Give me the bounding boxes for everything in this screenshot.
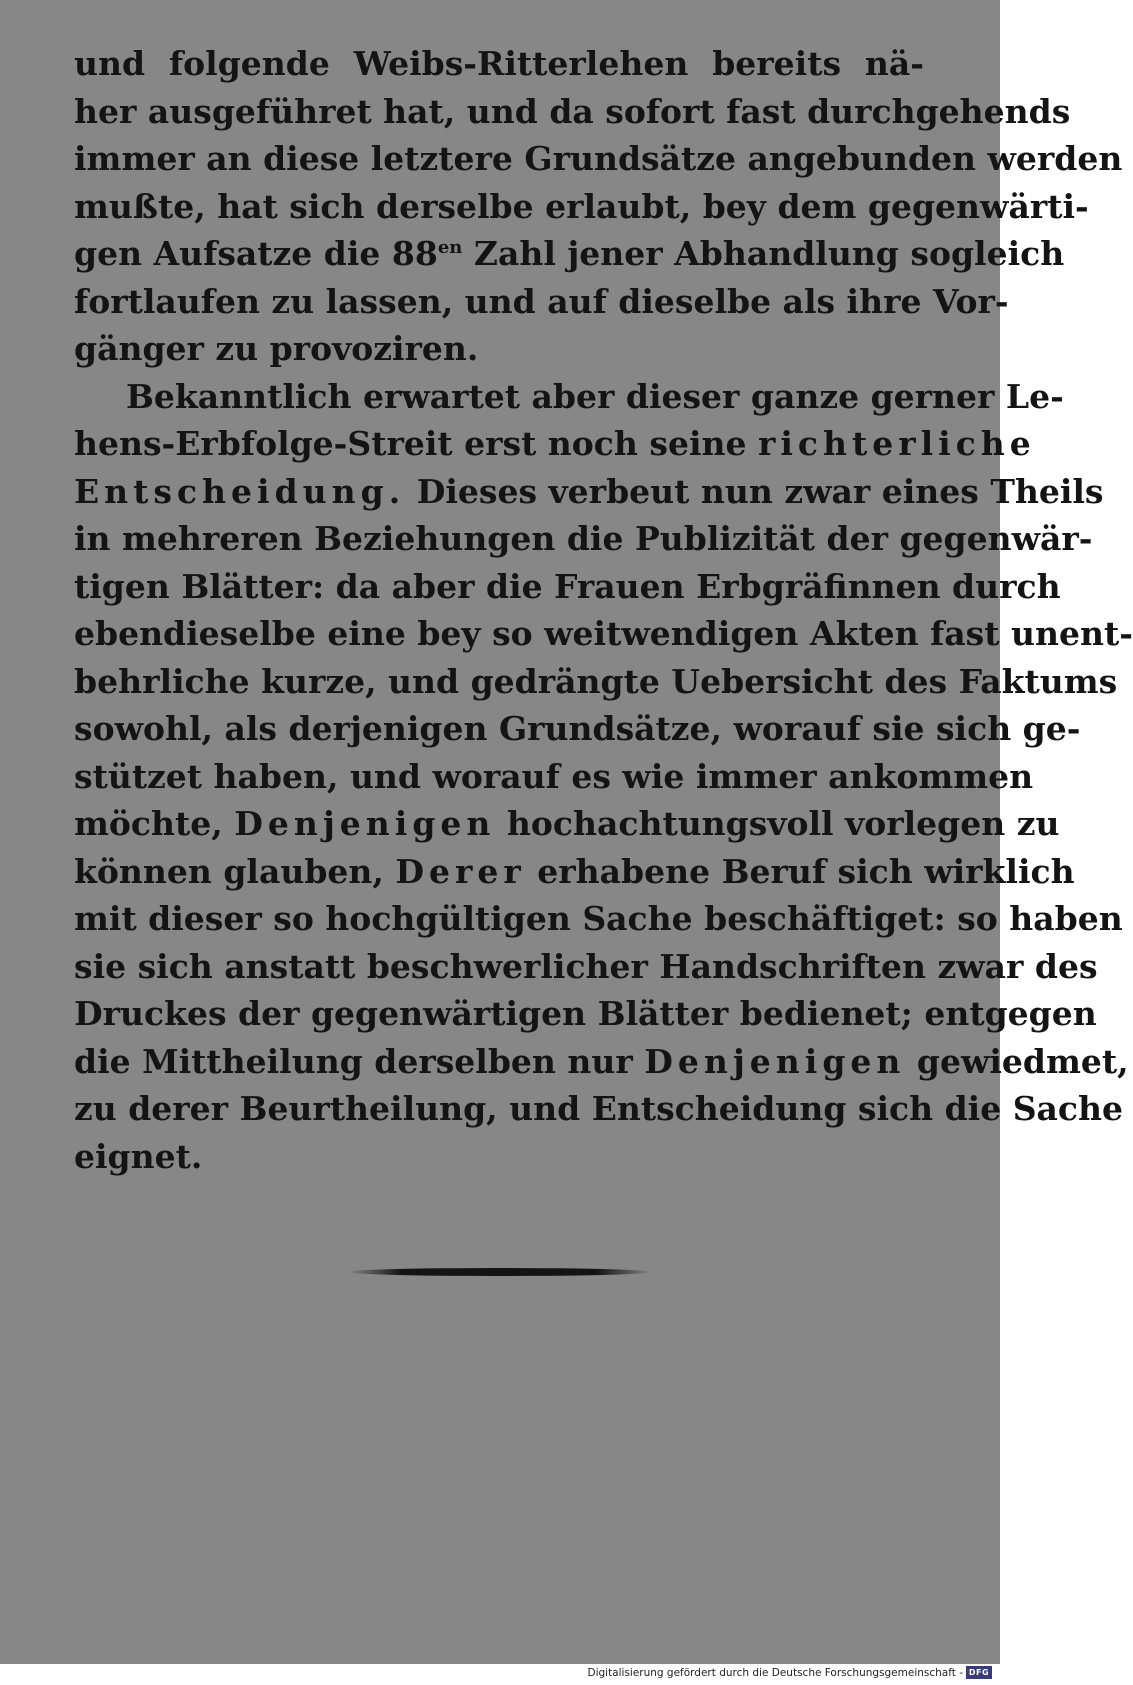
- text-line-3: immer an diese letztere Grundsätze angebunden werden: [74, 139, 1123, 178]
- text-line-12: tigen Blätter: da aber die Frauen Erbgräfinnen durch: [74, 566, 1061, 606]
- text-line-1: und folgende Weibs-Ritterlehen bereits nä-: [74, 44, 924, 83]
- text-line-17-end: hochachtungsvoll vorlegen zu: [506, 804, 1060, 843]
- numeral-superscript: en: [437, 237, 463, 258]
- text-line-10: [74, 468, 1104, 516]
- text-line-17-start: möchte,: [74, 804, 223, 843]
- text-line-8: Bekanntlich erwartet aber dieser ganze gerner Le-: [126, 376, 1064, 416]
- text-line-14: behrliche kurze, und gedrängte Uebersicht des Faktums: [74, 661, 1118, 701]
- text-line-9: [74, 420, 1036, 468]
- digitization-footer: [587, 1664, 992, 1681]
- text-line-6: fortlaufen zu lassen, und auf dieselbe als ihre Vor-: [74, 281, 1009, 321]
- dfg-logo-icon: DFG: [966, 1666, 992, 1679]
- text-line-5: [74, 230, 1065, 278]
- text-line-22-end: gewiedmet,: [916, 1041, 1129, 1081]
- text-line-20: sie sich anstatt beschwerlicher Handschriften zwar des: [74, 946, 1098, 986]
- text-line-18-start: können glauben,: [74, 851, 384, 891]
- text-line-18-end: erhabene Beruf sich wirklich: [537, 851, 1075, 891]
- text-line-5-start: gen Aufsatze die: [74, 234, 381, 273]
- text-line-5-end: Zahl jener Abhandlung sogleich: [473, 234, 1065, 273]
- text-line-9-start: hens-Erbfolge-Streit erst noch seine: [74, 424, 747, 463]
- numeral: 88: [391, 234, 438, 273]
- spaced-word-richterliche: richterliche: [757, 424, 1036, 463]
- spaced-word-entscheidung: Entscheidung.: [74, 471, 406, 511]
- text-line-21: Druckes der gegenwärtigen Blätter bedienet; entgegen: [74, 994, 1097, 1033]
- text-line-17: [74, 800, 1060, 848]
- text-line-24: eignet.: [74, 1136, 203, 1176]
- text-line-16: stützet haben, und worauf es wie immer ankommen: [74, 756, 1034, 796]
- text-line-7: gänger zu provoziren.: [74, 329, 479, 368]
- text-line-22-start: die Mittheilung derselben nur: [74, 1041, 633, 1081]
- section-end-rule: [347, 1268, 652, 1276]
- text-line-11: in mehreren Beziehungen die Publizität der gegenwär-: [74, 519, 1093, 558]
- text-line-15: sowohl, als derjenigen Grundsätze, worauf sie sich ge-: [74, 709, 1081, 748]
- spaced-word-denjenigen-2: Denjenigen: [644, 1041, 906, 1081]
- text-line-23: zu derer Beurtheilung, und Entscheidung sich die Sache: [74, 1089, 1123, 1128]
- text-line-19: mit dieser so hochgültigen Sache beschäftiget: so haben: [74, 899, 1123, 938]
- text-line-13: ebendieselbe eine bey so weitwendigen Akten fast unent-: [74, 614, 1133, 653]
- text-line-22: [74, 1038, 1129, 1086]
- page-text: [74, 40, 1133, 1180]
- spaced-word-derer: Derer: [395, 851, 526, 891]
- text-line-2: her ausgeführet hat, und da sofort fast durchgehends: [74, 91, 1071, 131]
- text-line-10-end: Dieses verbeut nun zwar eines Theils: [416, 471, 1104, 511]
- spaced-word-denjenigen-1: Denjenigen: [234, 804, 496, 843]
- text-line-4: mußte, hat sich derselbe erlaubt, bey dem gegenwärti-: [74, 186, 1089, 226]
- digitization-credit: Digitalisierung gefördert durch die Deutsche Forschungsgemeinschaft -: [587, 1666, 963, 1679]
- text-line-18: [74, 848, 1075, 896]
